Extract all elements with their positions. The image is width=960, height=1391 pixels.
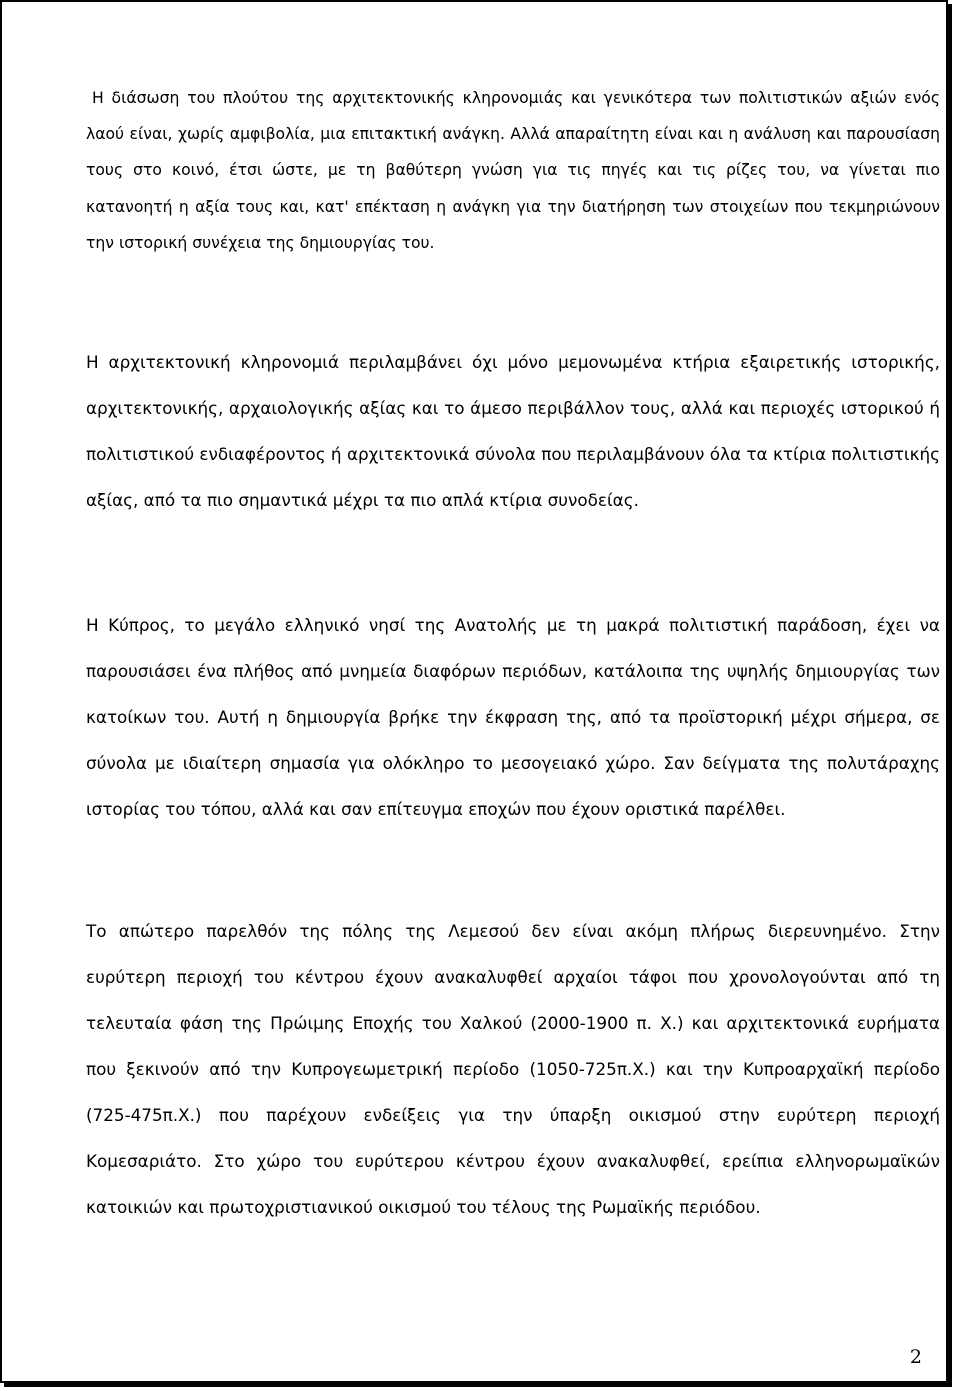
- paragraph-2-block: [86, 339, 940, 523]
- paragraph-2: Η αρχιτεκτονική κληρονομιά περιλαμβάνει όχι μόνο μεμονωμένα κτήρια εξαιρετικής ιστορικής, αρχιτεκτονικής, αρχαιολογικής αξίας και το άμεσο περιβάλλον τους, αλλά και περιοχές ιστορικού ή πολιτιστικού ενδιαφέροντος ή αρχιτεκτονικά σύνολα που περιλαμβάνουν όλα τα κτίρια πολιτιστικής αξίας, από τα πιο σημαντικά μέχρι τα πιο απλά κτίρια συνοδείας.: [86, 352, 940, 510]
- paragraph-3: Η Κύπρος, το μεγάλο ελληνικό νησί της Ανατολής με τη μακρά πολιτιστική παράδοση, έχει να παρουσιάσει ένα πλήθος από μνημεία διαφόρων περιόδων, κατάλοιπα της υψηλής δημιουργίας των κατοίκων του. Αυτή η δημιουργία βρήκε την έκφραση της, από τα προϊστορική μέχρι σήμερα, σε σύνολα με ιδιαίτερη σημασία για ολόκληρο το μεσογειακό χώρο. Σαν δείγματα της πολυτάραχης ιστορίας του τόπου, αλλά και σαν επίτευγμα εποχών που έχουν οριστικά παρέλθει.: [86, 615, 940, 819]
- page-number: 2: [909, 1346, 922, 1368]
- paragraph-4: Το απώτερο παρελθόν της πόλης της Λεμεσού δεν είναι ακόμη πλήρως διερευνημένο. Στην ευρύτερη περιοχή του κέντρου έχουν ανακαλυφθεί αρχαίοι τάφοι που χρονολογούνται από τη τελευταία φάση της Πρώιμης Εποχής του Χαλκού (2000-1900 π. Χ.) και αρχιτεκτονικά ευρήματα που ξεκινούν από την Κυπρογεωμετρική περίοδο (1050-725π.Χ.) και την Κυπροαρχαϊκή περίοδο (725-475π.Χ.) που παρέχουν ενδείξεις για την ύπαρξη οικισμού στην ευρύτερη περιοχή Κομεσαριάτο. Στο χώρο του ευρύτερου κέντρου έχουν ανακαλυφθεί, ερείπια ελληνορωμαϊκών κατοικιών και πρωτοχριστιανικού οικισμού του τέλους της Ρωμαϊκής περιόδου.: [86, 921, 940, 1217]
- paragraph-4-block: [86, 908, 940, 1230]
- paragraph-1-text: Η διάσωση του πλούτου της αρχιτεκτονικής κληρονομιάς και γενικότερα των πολιτιστικών αξιών ενός λαού είναι, χωρίς αμφιβολία, μια επιτακτική ανάγκη. Αλλά απαραίτητη είναι και η ανάλυση και παρουσίαση τους στο κοινό, έτσι ώστε, με τη βαθύτερη γνώση για τις πηγές και τις ρίζες του, να γίνεται πιο κατανοητή η αξία τους και, κατ' επέκταση η ανάγκη για την διατήρηση των στοιχείων που τεκμηριώνουν την ιστορική συνέχεια της δημιουργίας του.: [86, 89, 940, 252]
- paragraph-1-block: [86, 80, 940, 261]
- paragraph-3-block: [86, 602, 940, 832]
- paragraph-1: [86, 80, 940, 261]
